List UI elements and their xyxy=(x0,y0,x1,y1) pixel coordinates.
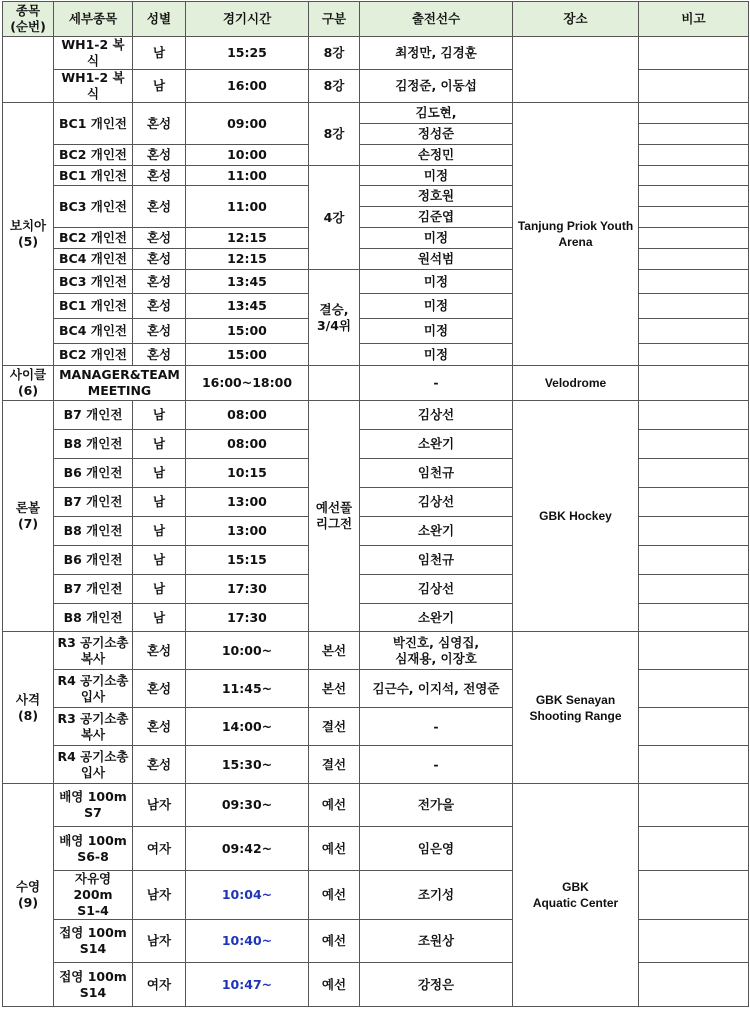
venue-cell: GBK Aquatic Center xyxy=(513,784,639,1007)
time-cell: 13:45 xyxy=(186,294,309,319)
event-cell: WH1-2 복식 xyxy=(54,37,133,70)
event-cell: 배영 100m S7 xyxy=(54,784,133,827)
event-cell: R4 공기소총 입사 xyxy=(54,670,133,708)
round-cell: 예선 xyxy=(309,963,360,1007)
gender-cell: 혼성 xyxy=(133,746,186,784)
gender-cell: 남자 xyxy=(133,784,186,827)
venue-cell xyxy=(513,37,639,103)
event-cell: BC4 개인전 xyxy=(54,249,133,270)
players-cell: - xyxy=(360,366,513,401)
gender-cell: 혼성 xyxy=(133,670,186,708)
event-cell: B6 개인전 xyxy=(54,546,133,575)
gender-cell: 혼성 xyxy=(133,319,186,344)
note-cell xyxy=(639,459,749,488)
players-cell: 원석범 xyxy=(360,249,513,270)
note-cell xyxy=(639,366,749,401)
note-cell xyxy=(639,784,749,827)
time-cell: 15:15 xyxy=(186,546,309,575)
schedule-table xyxy=(2,1,749,1007)
header-row xyxy=(3,2,749,37)
time-cell: 17:30 xyxy=(186,604,309,632)
event-cell: BC1 개인전 xyxy=(54,166,133,186)
gender-cell: 혼성 xyxy=(133,186,186,228)
note-cell xyxy=(639,207,749,228)
gender-cell: 혼성 xyxy=(133,249,186,270)
note-cell xyxy=(639,871,749,920)
event-cell: B7 개인전 xyxy=(54,488,133,517)
table-row xyxy=(3,366,749,401)
gender-cell: 남 xyxy=(133,70,186,103)
event-cell: B6 개인전 xyxy=(54,459,133,488)
gender-cell: 남자 xyxy=(133,920,186,963)
time-cell: 11:00 xyxy=(186,186,309,228)
event-cell: B7 개인전 xyxy=(54,401,133,430)
note-cell xyxy=(639,166,749,186)
gender-cell: 남자 xyxy=(133,871,186,920)
round-cell: 본선 xyxy=(309,632,360,670)
round-cell: 본선 xyxy=(309,670,360,708)
players-cell: 소완기 xyxy=(360,604,513,632)
gender-cell: 여자 xyxy=(133,827,186,871)
players-cell: 박진호, 심영집, 심재용, 이장호 xyxy=(360,632,513,670)
event-cell: B7 개인전 xyxy=(54,575,133,604)
gender-cell: 혼성 xyxy=(133,166,186,186)
time-cell: 10:00~ xyxy=(186,632,309,670)
time-cell: 15:00 xyxy=(186,344,309,366)
note-cell xyxy=(639,103,749,124)
time-cell: 16:00~18:00 xyxy=(186,366,309,401)
round-cell: 예선 xyxy=(309,784,360,827)
time-cell: 09:00 xyxy=(186,103,309,145)
round-cell: 예선 xyxy=(309,871,360,920)
note-cell xyxy=(639,920,749,963)
gender-cell: 남 xyxy=(133,488,186,517)
event-cell: BC1 개인전 xyxy=(54,294,133,319)
event-cell: 자유영 200m S1-4 xyxy=(54,871,133,920)
time-cell: 13:00 xyxy=(186,517,309,546)
event-cell: B8 개인전 xyxy=(54,517,133,546)
header-time: 경기시간 xyxy=(186,2,309,37)
event-cell: BC3 개인전 xyxy=(54,270,133,294)
header-venue: 장소 xyxy=(513,2,639,37)
event-cell: BC1 개인전 xyxy=(54,103,133,145)
note-cell xyxy=(639,37,749,70)
gender-cell: 혼성 xyxy=(133,632,186,670)
time-cell: 09:30~ xyxy=(186,784,309,827)
note-cell xyxy=(639,963,749,1007)
time-cell: 12:15 xyxy=(186,249,309,270)
header-note: 비고 xyxy=(639,2,749,37)
sport-cell xyxy=(3,37,54,103)
note-cell xyxy=(639,145,749,166)
venue-cell: Tanjung Priok Youth Arena xyxy=(513,103,639,366)
players-cell: 임은영 xyxy=(360,827,513,871)
time-cell: 15:00 xyxy=(186,319,309,344)
sport-cell: 수영 (9) xyxy=(3,784,54,1007)
event-cell: 배영 100m S6-8 xyxy=(54,827,133,871)
event-cell: R3 공기소총 복사 xyxy=(54,708,133,746)
round-cell: 8강 xyxy=(309,37,360,70)
round-cell: 8강 xyxy=(309,70,360,103)
venue-cell: GBK Senayan Shooting Range xyxy=(513,632,639,784)
note-cell xyxy=(639,632,749,670)
gender-cell: 남 xyxy=(133,430,186,459)
players-cell: 전가을 xyxy=(360,784,513,827)
players-cell: 김준엽 xyxy=(360,207,513,228)
gender-cell: 혼성 xyxy=(133,344,186,366)
time-cell: 12:15 xyxy=(186,228,309,249)
round-cell: 결승, 3/4위 xyxy=(309,270,360,366)
header-sport xyxy=(3,2,54,37)
note-cell xyxy=(639,401,749,430)
gender-cell: 남 xyxy=(133,575,186,604)
note-cell xyxy=(639,670,749,708)
note-cell xyxy=(639,186,749,207)
players-cell: 김근수, 이지석, 전영준 xyxy=(360,670,513,708)
gender-cell: 혼성 xyxy=(133,270,186,294)
gender-cell: 남 xyxy=(133,546,186,575)
gender-cell: 남 xyxy=(133,517,186,546)
round-cell xyxy=(309,366,360,401)
sport-cell: 론볼 (7) xyxy=(3,401,54,632)
gender-cell: 혼성 xyxy=(133,228,186,249)
venue-cell: GBK Hockey xyxy=(513,401,639,632)
venue-cell: Velodrome xyxy=(513,366,639,401)
event-cell: BC3 개인전 xyxy=(54,186,133,228)
players-cell: 미정 xyxy=(360,166,513,186)
note-cell xyxy=(639,124,749,145)
round-cell: 8강 xyxy=(309,103,360,166)
note-cell xyxy=(639,488,749,517)
event-cell: B8 개인전 xyxy=(54,430,133,459)
note-cell xyxy=(639,228,749,249)
players-cell: 미정 xyxy=(360,344,513,366)
time-cell: 13:45 xyxy=(186,270,309,294)
players-cell: 손정민 xyxy=(360,145,513,166)
players-cell: 소완기 xyxy=(360,517,513,546)
round-cell: 예선풀 리그전 xyxy=(309,401,360,632)
players-cell: 강정은 xyxy=(360,963,513,1007)
header-players: 출전선수 xyxy=(360,2,513,37)
players-cell: 김상선 xyxy=(360,575,513,604)
time-cell: 13:00 xyxy=(186,488,309,517)
note-cell xyxy=(639,827,749,871)
time-cell: 11:00 xyxy=(186,166,309,186)
event-cell: R4 공기소총 입사 xyxy=(54,746,133,784)
note-cell xyxy=(639,344,749,366)
players-cell: 조기성 xyxy=(360,871,513,920)
note-cell xyxy=(639,70,749,103)
event-cell: WH1-2 복식 xyxy=(54,70,133,103)
time-cell: 08:00 xyxy=(186,401,309,430)
players-cell: 최정만, 김경훈 xyxy=(360,37,513,70)
note-cell xyxy=(639,708,749,746)
gender-cell: 혼성 xyxy=(133,294,186,319)
players-cell: 미정 xyxy=(360,270,513,294)
time-cell: 10:00 xyxy=(186,145,309,166)
note-cell xyxy=(639,294,749,319)
time-cell: 10:40~ xyxy=(186,920,309,963)
gender-cell: 혼성 xyxy=(133,145,186,166)
header-sport-label: 종목 (순번) xyxy=(10,3,46,34)
players-cell: 미정 xyxy=(360,319,513,344)
note-cell xyxy=(639,270,749,294)
time-cell: 08:00 xyxy=(186,430,309,459)
gender-cell: 혼성 xyxy=(133,708,186,746)
event-cell: BC2 개인전 xyxy=(54,344,133,366)
note-cell xyxy=(639,575,749,604)
gender-cell: 여자 xyxy=(133,963,186,1007)
players-cell: 김상선 xyxy=(360,488,513,517)
header-event: 세부종목 xyxy=(54,2,133,37)
players-cell: 조원상 xyxy=(360,920,513,963)
table-row xyxy=(3,401,749,430)
header-round: 구분 xyxy=(309,2,360,37)
note-cell xyxy=(639,604,749,632)
sport-cell: 보치아 (5) xyxy=(3,103,54,366)
players-cell: 정성준 xyxy=(360,124,513,145)
players-cell: 임천규 xyxy=(360,459,513,488)
players-cell: 미정 xyxy=(360,228,513,249)
gender-cell: 남 xyxy=(133,37,186,70)
round-cell: 결선 xyxy=(309,746,360,784)
table-row xyxy=(3,37,749,70)
players-cell: 김도현, xyxy=(360,103,513,124)
time-cell: 10:04~ xyxy=(186,871,309,920)
note-cell xyxy=(639,319,749,344)
round-cell: 결선 xyxy=(309,708,360,746)
time-cell: 17:30 xyxy=(186,575,309,604)
players-cell: 김상선 xyxy=(360,401,513,430)
gender-cell: 혼성 xyxy=(133,103,186,145)
sport-cell: 사이클 (6) xyxy=(3,366,54,401)
sport-cell: 사격 (8) xyxy=(3,632,54,784)
table-row xyxy=(3,103,749,124)
event-cell: BC2 개인전 xyxy=(54,145,133,166)
event-cell: BC2 개인전 xyxy=(54,228,133,249)
gender-cell: 남 xyxy=(133,459,186,488)
event-cell: R3 공기소총 복사 xyxy=(54,632,133,670)
players-cell: - xyxy=(360,708,513,746)
note-cell xyxy=(639,249,749,270)
time-cell: 10:47~ xyxy=(186,963,309,1007)
time-cell: 16:00 xyxy=(186,70,309,103)
event-cell: MANAGER&TEAM MEETING xyxy=(54,366,186,401)
round-cell: 4강 xyxy=(309,166,360,270)
event-cell: B8 개인전 xyxy=(54,604,133,632)
players-cell: 미정 xyxy=(360,294,513,319)
header-gender: 성별 xyxy=(133,2,186,37)
time-cell: 11:45~ xyxy=(186,670,309,708)
table-row xyxy=(3,784,749,827)
round-cell: 예선 xyxy=(309,827,360,871)
time-cell: 15:25 xyxy=(186,37,309,70)
event-cell: 접영 100m S14 xyxy=(54,963,133,1007)
players-cell: 임천규 xyxy=(360,546,513,575)
time-cell: 09:42~ xyxy=(186,827,309,871)
players-cell: 소완기 xyxy=(360,430,513,459)
time-cell: 10:15 xyxy=(186,459,309,488)
time-cell: 15:30~ xyxy=(186,746,309,784)
note-cell xyxy=(639,546,749,575)
players-cell: - xyxy=(360,746,513,784)
gender-cell: 남 xyxy=(133,401,186,430)
event-cell: BC4 개인전 xyxy=(54,319,133,344)
event-cell: 접영 100m S14 xyxy=(54,920,133,963)
players-cell: 정호원 xyxy=(360,186,513,207)
note-cell xyxy=(639,430,749,459)
gender-cell: 남 xyxy=(133,604,186,632)
time-cell: 14:00~ xyxy=(186,708,309,746)
round-cell: 예선 xyxy=(309,920,360,963)
note-cell xyxy=(639,746,749,784)
note-cell xyxy=(639,517,749,546)
table-row xyxy=(3,632,749,670)
players-cell: 김정준, 이동섭 xyxy=(360,70,513,103)
